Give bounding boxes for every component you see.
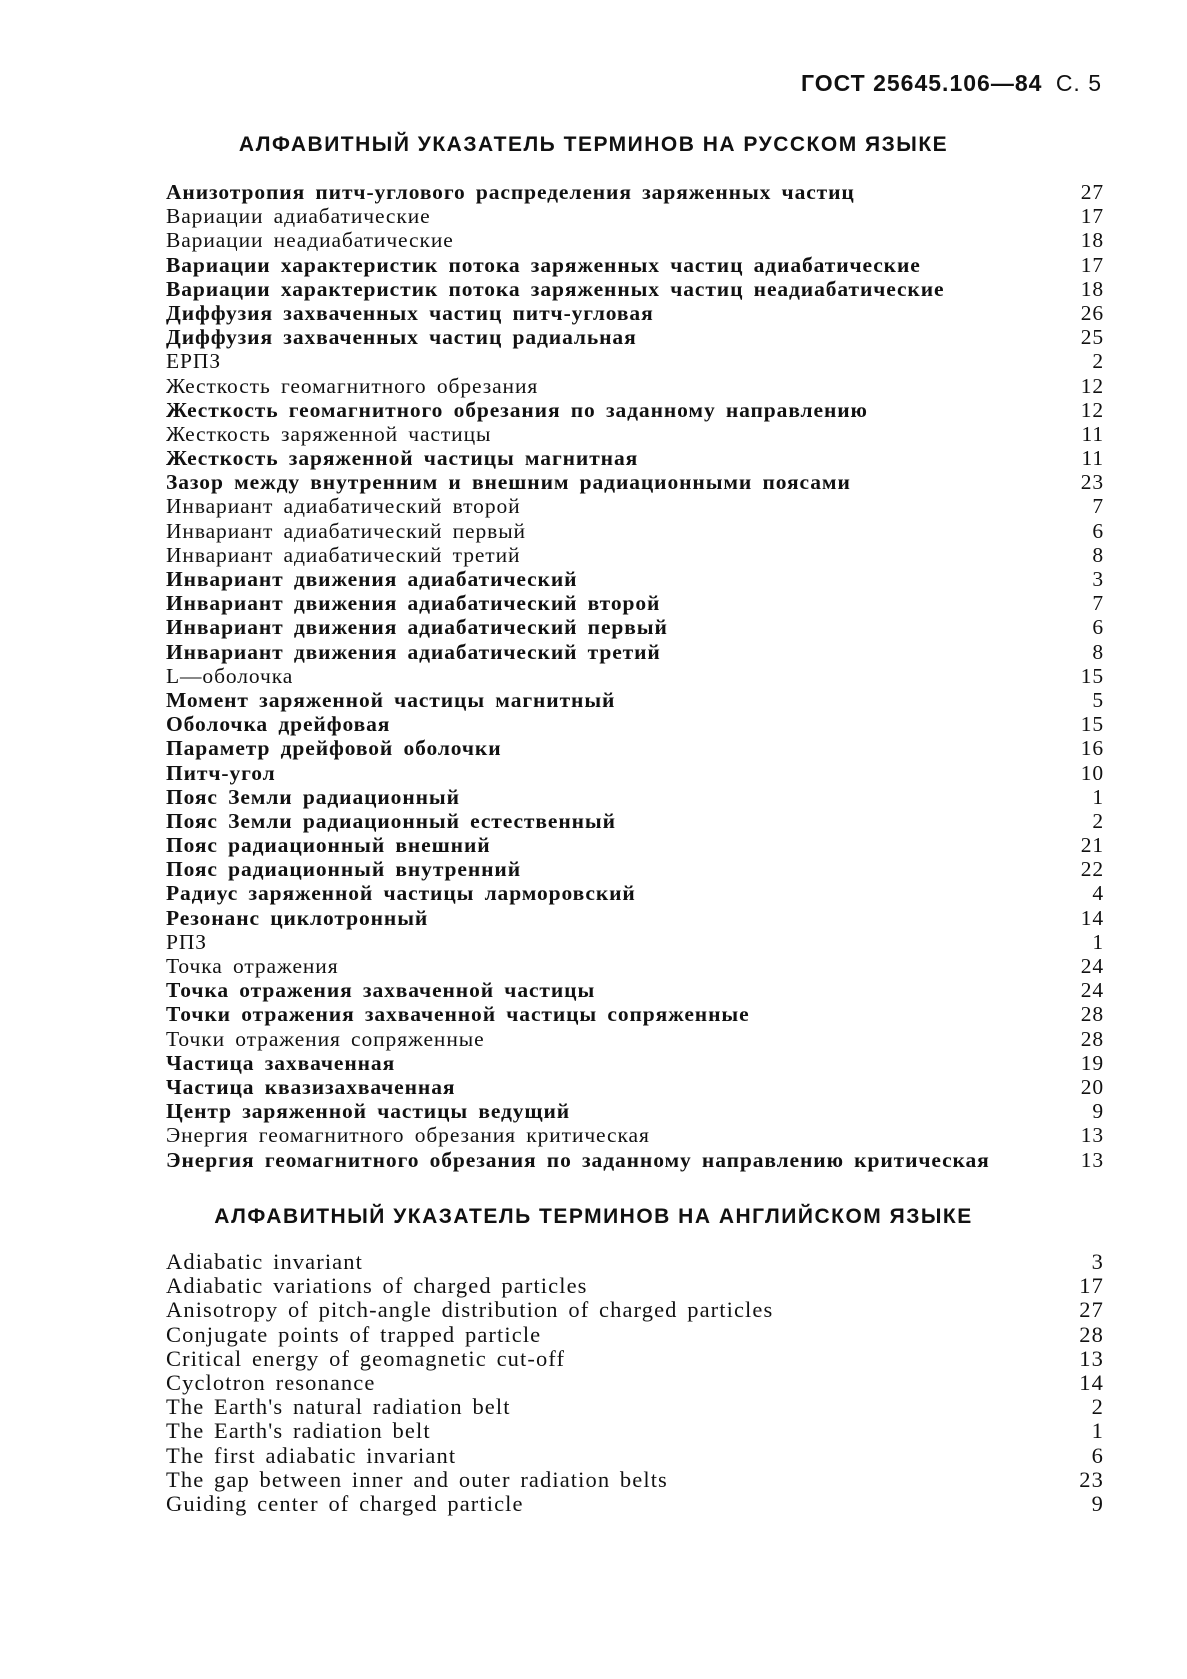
index-term: Инвариант движения адиабатический <box>166 567 578 591</box>
index-term: Вариации неадиабатические <box>166 228 454 253</box>
index-entry <box>166 1419 1104 1443</box>
index-term: РПЗ <box>166 929 207 954</box>
index-term-number: 1 <box>1091 1418 1104 1444</box>
index-entry <box>166 1075 1104 1099</box>
index-term: Резонанс циклотронный <box>166 905 429 930</box>
index-entry <box>166 736 1104 760</box>
index-term-number: 17 <box>1080 204 1104 229</box>
index-term-number: 6 <box>1092 615 1104 640</box>
index-entry <box>166 398 1104 422</box>
index-entry <box>166 253 1104 277</box>
index-term: The Earth's radiation belt <box>166 1419 431 1444</box>
index-term-number: 7 <box>1092 494 1104 519</box>
index-term-number: 8 <box>1092 639 1104 664</box>
index-entry <box>166 567 1104 591</box>
index-term: Пояс Земли радиационный <box>166 784 460 809</box>
index-term: Инвариант движения адиабатический первый <box>166 615 668 640</box>
index-term: Инвариант адиабатический второй <box>166 494 521 519</box>
index-term-number: 14 <box>1080 905 1104 930</box>
index-entry <box>166 446 1104 470</box>
index-term: Радиус заряженной частицы ларморовский <box>166 881 636 906</box>
index-term-number: 2 <box>1092 808 1104 833</box>
index-entry <box>166 1099 1104 1123</box>
index-term-number: 11 <box>1081 446 1104 471</box>
index-entry <box>166 712 1104 736</box>
index-entry <box>166 470 1104 494</box>
index-term: Инвариант движения адиабатический третий <box>166 639 661 664</box>
index-term-number: 24 <box>1080 954 1104 978</box>
index-term: Точка отражения <box>166 954 339 978</box>
index-term: Питч-угол <box>166 760 276 785</box>
index-term: Вариации характеристик потока заряженных частиц неадиабатические <box>166 276 945 301</box>
index-term-number: 7 <box>1092 591 1104 616</box>
index-entry <box>166 325 1104 349</box>
index-term: Вариации характеристик потока заряженных частиц адиабатические <box>166 252 921 277</box>
index-term-number: 23 <box>1080 470 1104 495</box>
index-term: L—оболочка <box>166 663 294 688</box>
index-term: Жесткость заряженной частицы магнитная <box>166 446 639 471</box>
index-entry <box>166 204 1104 228</box>
index-term: The gap between inner and outer radiation belts <box>166 1467 668 1492</box>
index-entry <box>166 615 1104 639</box>
index-entry <box>166 1347 1104 1371</box>
index-entry <box>166 881 1104 905</box>
index-term-number: 12 <box>1080 397 1104 422</box>
index-entry <box>166 1298 1104 1322</box>
index-entry <box>166 954 1104 978</box>
index-term-number: 17 <box>1080 252 1104 277</box>
index-entry <box>166 494 1104 518</box>
index-term: Точки отражения сопряженные <box>166 1026 485 1051</box>
index-term-number: 16 <box>1080 736 1104 761</box>
index-entry <box>166 228 1104 252</box>
index-term: Диффузия захваченных частиц питч-угловая <box>166 300 654 325</box>
index-term-number: 13 <box>1080 1147 1104 1172</box>
index-term: Точки отражения захваченной частицы сопряженные <box>166 1002 750 1027</box>
index-term-number: 2 <box>1091 1394 1104 1420</box>
index-entry <box>166 180 1104 204</box>
index-term-number: 9 <box>1091 1490 1104 1516</box>
index-term-number: 1 <box>1092 784 1104 809</box>
index-term: Cyclotron resonance <box>166 1370 376 1395</box>
index-term-number: 2 <box>1092 349 1104 374</box>
index-entry <box>166 543 1104 567</box>
index-entry <box>166 422 1104 446</box>
index-entry <box>166 978 1104 1002</box>
page-number: С. 5 <box>1055 70 1102 96</box>
index-term: Зазор между внутренним и внешним радиационными поясами <box>166 470 851 495</box>
index-entry <box>166 785 1104 809</box>
index-entry <box>166 1444 1104 1468</box>
index-term-number: 15 <box>1080 712 1104 737</box>
index-term-number: 5 <box>1092 687 1104 712</box>
index-term-number: 15 <box>1080 663 1104 688</box>
index-entry <box>166 1250 1104 1274</box>
index-term-number: 28 <box>1080 1002 1104 1027</box>
ru-index-list <box>166 180 1104 1172</box>
index-term-number: 11 <box>1081 421 1104 446</box>
index-term: Жесткость геомагнитного обрезания <box>166 373 539 398</box>
index-entry <box>166 374 1104 398</box>
index-entry <box>166 1371 1104 1395</box>
index-term: Анизотропия питч-углового распределения заряженных частиц <box>166 180 855 204</box>
en-index-list <box>166 1250 1104 1516</box>
index-entry <box>166 640 1104 664</box>
index-term-number: 24 <box>1080 978 1104 1003</box>
index-term-number: 13 <box>1080 1123 1104 1148</box>
index-term: Guiding center of charged particle <box>166 1491 524 1516</box>
index-term-number: 6 <box>1091 1442 1104 1468</box>
index-term-number: 14 <box>1079 1369 1104 1395</box>
index-term-number: 1 <box>1092 929 1104 954</box>
index-entry <box>166 1002 1104 1026</box>
index-term: Critical energy of geomagnetic cut-off <box>166 1346 566 1371</box>
index-term-number: 28 <box>1079 1321 1104 1347</box>
index-term-number: 26 <box>1080 300 1104 325</box>
index-term: Adiabatic invariant <box>166 1250 363 1274</box>
index-term-number: 9 <box>1092 1099 1104 1124</box>
index-entry <box>166 519 1104 543</box>
index-entry <box>166 930 1104 954</box>
index-term-number: 27 <box>1080 180 1104 204</box>
index-term: Вариации адиабатические <box>166 204 431 229</box>
index-term: ЕРПЗ <box>166 349 221 374</box>
index-term-number: 10 <box>1080 760 1104 785</box>
index-term: Энергия геомагнитного обрезания по заданному направлению критическая <box>166 1147 990 1172</box>
index-term: Adiabatic variations of charged particles <box>166 1274 588 1299</box>
index-term-number: 28 <box>1080 1026 1104 1051</box>
index-term-number: 19 <box>1080 1050 1104 1075</box>
index-term-number: 20 <box>1080 1074 1104 1099</box>
ru-index-title: АЛФАВИТНЫЙ УКАЗАТЕЛЬ ТЕРМИНОВ НА РУССКОМ ЯЗЫКЕ <box>238 133 949 156</box>
index-entry <box>166 1274 1104 1298</box>
index-entry <box>166 857 1104 881</box>
index-term-number: 3 <box>1091 1249 1104 1274</box>
index-term-number: 21 <box>1080 833 1104 858</box>
index-term-number: 6 <box>1092 518 1104 543</box>
index-term: Центр заряженной частицы ведущий <box>166 1099 571 1124</box>
index-entry <box>166 1051 1104 1075</box>
index-entry <box>166 1395 1104 1419</box>
index-term: Пояс Земли радиационный естественный <box>166 808 616 833</box>
index-entry <box>166 301 1104 325</box>
index-term: Жесткость заряженной частицы <box>166 421 492 446</box>
index-term-number: 4 <box>1092 881 1104 906</box>
index-entry <box>166 1492 1104 1516</box>
index-entry <box>166 1468 1104 1492</box>
index-term-number: 25 <box>1080 325 1104 350</box>
index-term-number: 3 <box>1092 567 1104 591</box>
index-entry <box>166 1148 1104 1172</box>
en-index-title: АЛФАВИТНЫЙ УКАЗАТЕЛЬ ТЕРМИНОВ НА АНГЛИЙСКОМ ЯЗЫКЕ <box>214 1205 973 1228</box>
index-term-number: 22 <box>1080 857 1104 882</box>
index-entry <box>166 688 1104 712</box>
index-term: Оболочка дрейфовая <box>166 712 391 737</box>
index-term: Инвариант адиабатический первый <box>166 518 526 543</box>
index-term: Conjugate points of trapped particle <box>166 1322 542 1347</box>
index-term: The Earth's natural radiation belt <box>166 1395 511 1420</box>
standard-number: ГОСТ 25645.106—84 <box>801 70 1043 96</box>
index-term-number: 23 <box>1079 1466 1104 1492</box>
index-entry <box>166 591 1104 615</box>
index-term: Диффузия захваченных частиц радиальная <box>166 325 637 350</box>
index-term-number: 12 <box>1080 373 1104 398</box>
index-entry <box>166 664 1104 688</box>
index-term: Жесткость геомагнитного обрезания по заданному направлению <box>166 397 868 422</box>
index-entry <box>166 833 1104 857</box>
index-term: Параметр дрейфовой оболочки <box>166 736 502 761</box>
index-entry <box>166 277 1104 301</box>
index-entry <box>166 1027 1104 1051</box>
index-term: Инвариант движения адиабатический второй <box>166 591 661 616</box>
index-term: Момент заряженной частицы магнитный <box>166 687 616 712</box>
index-term: Точка отражения захваченной частицы <box>166 978 596 1003</box>
index-term: Пояс радиационный внешний <box>166 833 491 858</box>
index-term-number: 13 <box>1079 1345 1104 1371</box>
index-term: Энергия геомагнитного обрезания критическая <box>166 1123 650 1148</box>
index-term-number: 17 <box>1079 1273 1104 1299</box>
index-term-number: 27 <box>1079 1297 1104 1323</box>
index-term: The first adiabatic invariant <box>166 1443 457 1468</box>
index-term-number: 18 <box>1080 228 1104 253</box>
index-term: Anisotropy of pitch-angle distribution of charged particles <box>166 1298 774 1323</box>
index-entry <box>166 349 1104 373</box>
page-header <box>801 70 1102 97</box>
index-term: Частица захваченная <box>166 1050 396 1075</box>
index-term-number: 18 <box>1080 276 1104 301</box>
index-entry <box>166 906 1104 930</box>
index-term: Частица квазизахваченная <box>166 1074 456 1099</box>
index-term: Пояс радиационный внутренний <box>166 857 522 882</box>
index-entry <box>166 809 1104 833</box>
index-entry <box>166 1123 1104 1147</box>
index-term: Инвариант адиабатический третий <box>166 542 521 567</box>
index-entry <box>166 1323 1104 1347</box>
index-term-number: 8 <box>1092 542 1104 567</box>
index-entry <box>166 761 1104 785</box>
